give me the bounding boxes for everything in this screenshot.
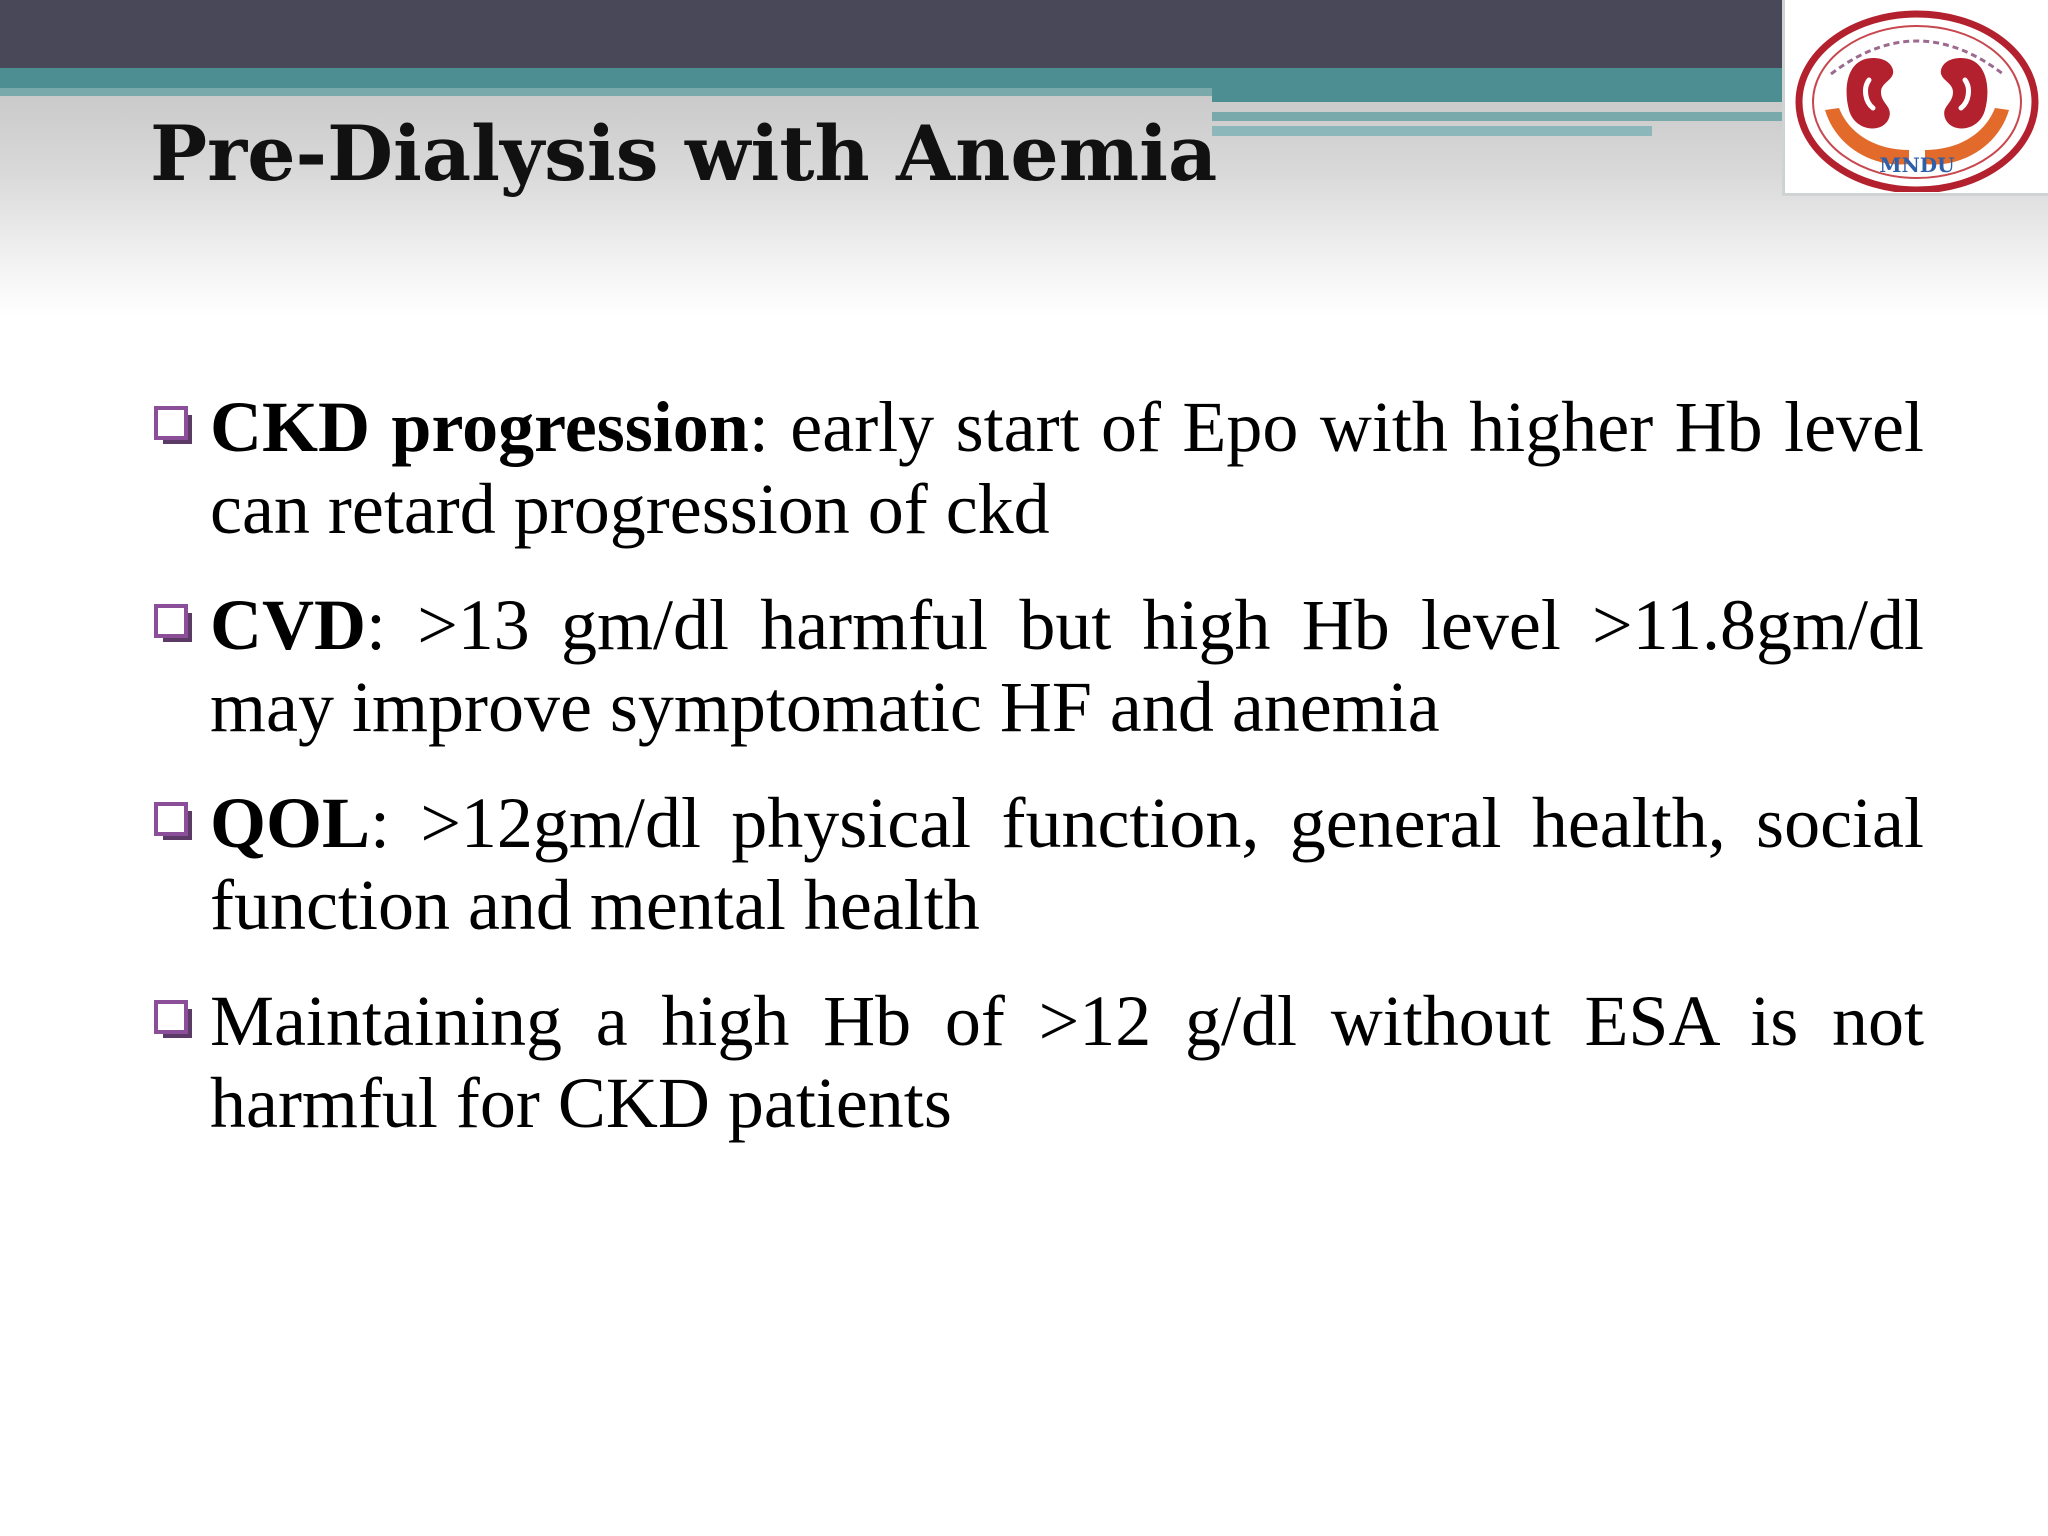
bullet-list — [152, 386, 1924, 1144]
bullet-item — [152, 386, 1924, 550]
bullet-item — [152, 782, 1924, 946]
header-top-band — [0, 0, 2048, 68]
mndu-logo — [1782, 0, 2048, 196]
header-teal-band — [0, 68, 2048, 88]
header-teal-band-light — [0, 88, 1212, 96]
header-teal-strip — [1212, 88, 1782, 102]
checkbox-square-icon — [154, 604, 194, 644]
bullet-bold-label: CKD progression — [210, 387, 749, 467]
header-teal-strip — [1212, 112, 1782, 121]
checkbox-square-icon — [154, 1000, 194, 1040]
bullet-text: : early start of Epo with higher Hb level can retard progression of ckd — [210, 387, 1924, 549]
kidney-hands-logo-icon — [1785, 0, 2045, 192]
bullet-item — [152, 980, 1924, 1144]
bullet-item — [152, 584, 1924, 748]
bullet-text: : >13 gm/dl harmful but high Hb level >11.8gm/dl may improve symptomatic HF and anemia — [210, 585, 1924, 747]
bullet-bold-label: CVD — [210, 585, 366, 665]
logo-text: MNDU — [1879, 153, 1955, 177]
bullet-bold-label: QOL — [210, 783, 371, 863]
checkbox-square-icon — [154, 802, 194, 842]
slide-title: Pre-Dialysis with Anemia — [150, 109, 1218, 198]
header-teal-strip — [1212, 126, 1652, 136]
bullet-text: Maintaining a high Hb of >12 g/dl without ESA is not harmful for CKD patients — [210, 981, 1924, 1143]
checkbox-square-icon — [154, 406, 194, 446]
bullet-text: : >12gm/dl physical function, general health, social function and mental health — [210, 783, 1924, 945]
